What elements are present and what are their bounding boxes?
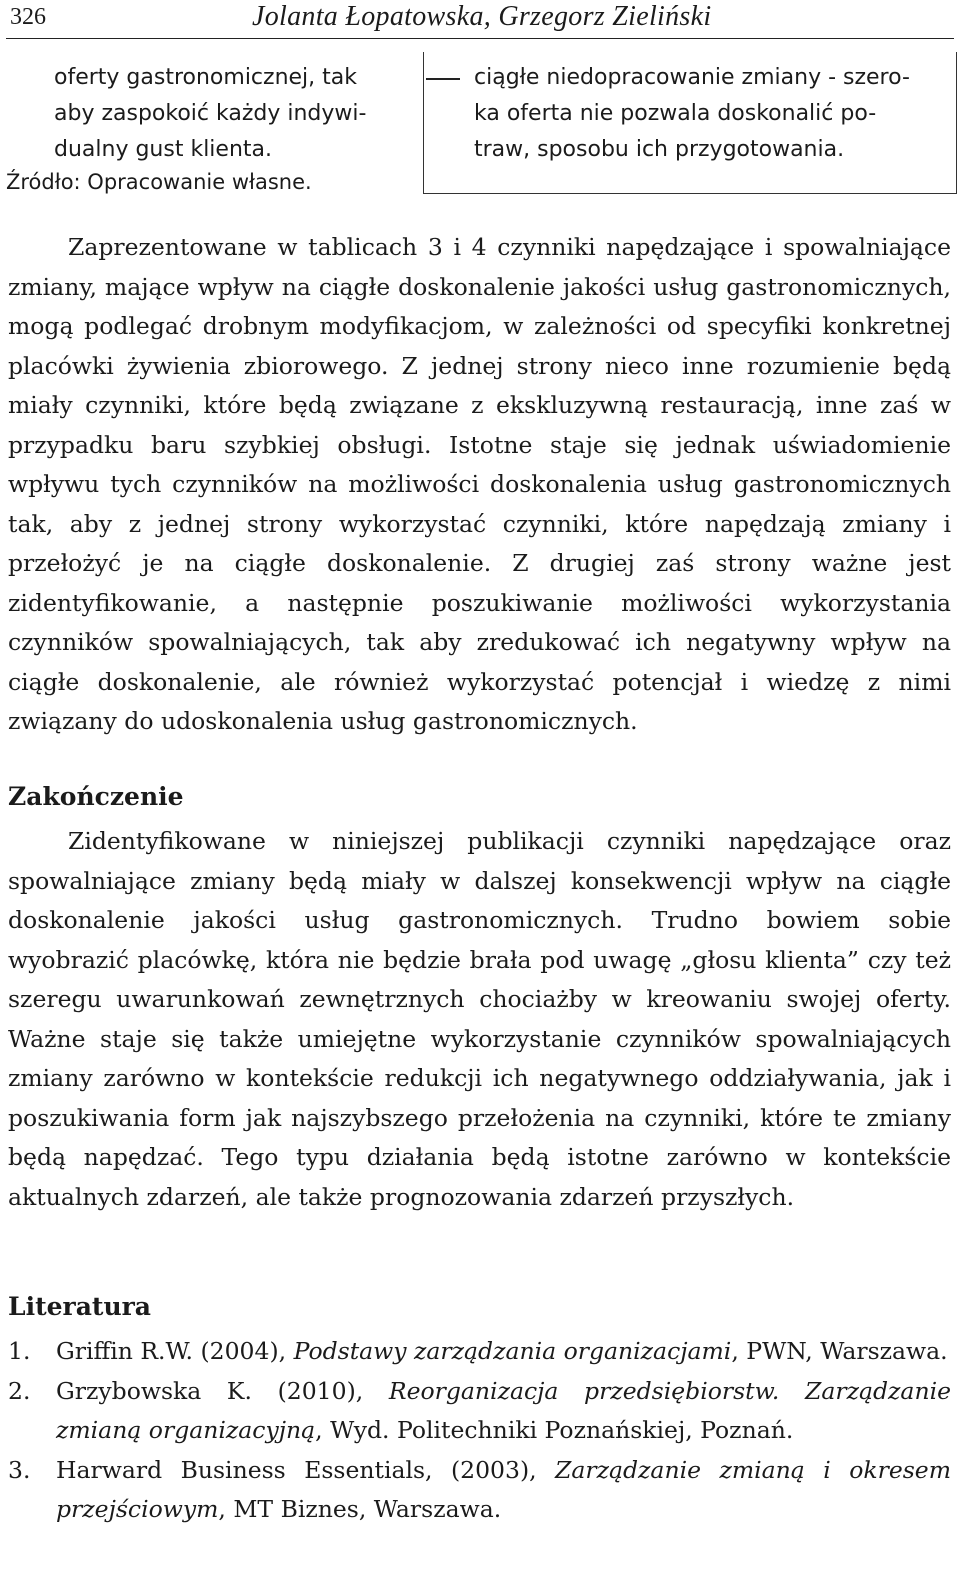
reference-item xyxy=(8,1332,951,1372)
reference-title: Podstawy zarządzania organizacjami xyxy=(293,1337,732,1365)
table-right-line: ka oferta nie pozwala doskonalić po- xyxy=(474,101,877,126)
section-heading-literature: Literatura xyxy=(8,1292,151,1321)
reference-publisher: , Wyd. Politechniki Poznańskiej, Poznań. xyxy=(315,1416,794,1444)
reference-author: Grzybowska K. (2010), xyxy=(56,1376,389,1405)
reference-item xyxy=(8,1451,951,1530)
body-paragraph: Zaprezentowane w tablicach 3 i 4 czynniki napędzające i spowalniające zmiany, mające wpływ na ciągłe doskonalenie jakości usług gastronomicznych, mogą podlegać drobnym modyfikacjom, w zależności od specyfiki konkretnej placówki żywienia zbiorowego. Z jednej strony nieco inne rozumienie będą miały czynniki, które będą związane z ekskluzywną restauracją, inne zaś w przypadku baru szybkiej obsługi. Istotne staje się jednak uświadomienie wpływu tych czynników na możliwości doskonalenia usług gastronomicznych tak, aby z jednej strony wykorzystać czynniki, które napędzają zmiany i przełożyć je na ciągłe doskonalenie. Z drugiej zaś strony ważne jest zidentyfikowanie, a następnie poszukiwanie możliwości wykorzystania czynników spowalniających, tak aby zredukować ich negatywny wpływ na ciągłe doskonalenie, ale również wykorzystać potencjał i wiedzę z nimi związany do udoskonalenia usług gastronomicznych. xyxy=(8,233,951,735)
running-header xyxy=(6,0,954,39)
conclusion-paragraph: Zidentyfikowane w niniejszej publikacji czynniki napędzające oraz spowalniające zmiany będą miały w dalszej konsekwencji wpływ na ciągłe doskonalenie jakości usług gastronomicznych. Trudno bowiem sobie wyobrazić placówkę, która nie będzie brała pod uwagę „głosu klienta” czy też szeregu uwarunkowań zewnętrznych chociażby w kreowaniu swojej oferty. Ważne staje się także umiejętne wykorzystanie czynników spowalniających zmiany zarówno w kontekście redukcji ich negatywnego oddziaływania, jak i poszukiwania form jak najszybszego przełożenia na czynniki, które te zmiany będą napędzać. Tego typu działania będą istotne zarówno w kontekście aktualnych zdarzeń, ale także prognozowania zdarzeń przyszłych. xyxy=(8,827,951,1211)
table-left-line: dualny gust klienta. xyxy=(54,137,272,162)
table-left-line: aby zaspokoić każdy indywi- xyxy=(54,101,367,126)
table-right-line: ciągłe niedopracowanie zmiany - szero- xyxy=(474,65,910,90)
table-left-cell xyxy=(54,60,414,168)
reference-number: 3. xyxy=(8,1455,31,1484)
reference-title: Zarządzanie zmianą i okresem przejściowym xyxy=(56,1455,951,1523)
reference-list xyxy=(8,1332,951,1530)
reference-number: 2. xyxy=(8,1376,31,1405)
reference-item xyxy=(8,1372,951,1451)
table-left-line: oferty gastronomicznej, tak xyxy=(54,65,357,90)
page-number: 326 xyxy=(10,4,46,30)
reference-publisher: , PWN, Warszawa. xyxy=(731,1337,948,1365)
reference-number: 1. xyxy=(8,1337,31,1365)
list-dash xyxy=(426,78,460,80)
reference-title: Reorganizacja przedsiębiorstw. Zarządzanie zmianą organizacyjną xyxy=(56,1376,951,1444)
reference-publisher: , MT Biznes, Warszawa. xyxy=(218,1495,502,1523)
reference-author: Griffin R.W. (2004), xyxy=(56,1337,294,1365)
table-right-cell xyxy=(474,60,954,168)
table-source-note: Źródło: Opracowanie własne. xyxy=(6,170,312,194)
section-heading-conclusion: Zakończenie xyxy=(8,782,184,811)
table-right-line: traw, sposobu ich przygotowania. xyxy=(474,137,845,162)
reference-author: Harward Business Essentials, (2003), xyxy=(56,1455,556,1484)
running-title: Jolanta Łopatowska, Grzegorz Zieliński xyxy=(252,1,712,32)
